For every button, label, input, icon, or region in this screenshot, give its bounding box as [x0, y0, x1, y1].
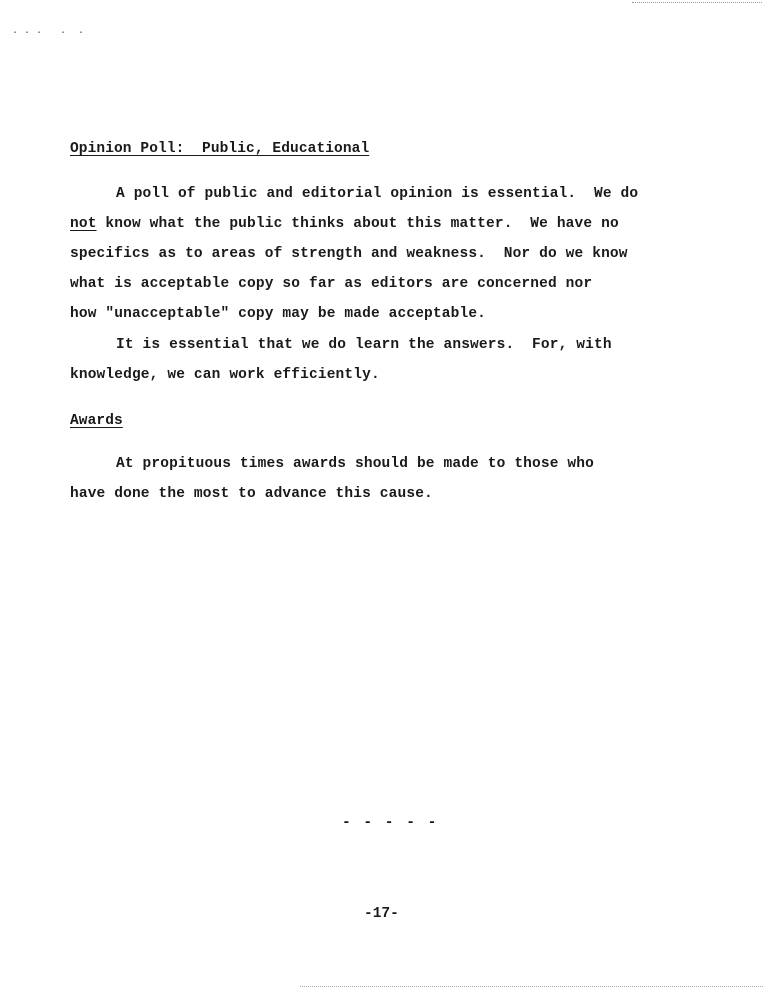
scan-artifact-bottom	[300, 986, 763, 987]
page-number: -17-	[364, 906, 399, 922]
text-line: have done the most to advance this cause.	[70, 486, 433, 502]
section-heading-awards: Awards	[70, 413, 123, 429]
section-separator: - - - - -	[342, 815, 439, 831]
text-line: what is acceptable copy so far as editors are concerned nor	[70, 276, 593, 292]
emphasized-word: not	[70, 216, 97, 232]
text-line: It is essential that we do learn the answers. For, with	[116, 337, 612, 353]
scan-artifact-top	[632, 2, 762, 3]
text-line: specifics as to areas of strength and weakness. Nor do we know	[70, 246, 628, 262]
text-line: A poll of public and editorial opinion is essential. We do	[116, 186, 639, 202]
section-heading-opinion-poll: Opinion Poll: Public, Educational	[70, 141, 370, 157]
text-line	[70, 216, 619, 232]
text-line: how "unacceptable" copy may be made acceptable.	[70, 306, 487, 322]
text-line: knowledge, we can work efficiently.	[70, 367, 380, 383]
text-line: At propituous times awards should be made to those who	[116, 456, 594, 472]
text-line-rest: know what the public thinks about this matter. We have no	[96, 216, 619, 232]
scan-speck: . . . . .	[12, 26, 85, 37]
